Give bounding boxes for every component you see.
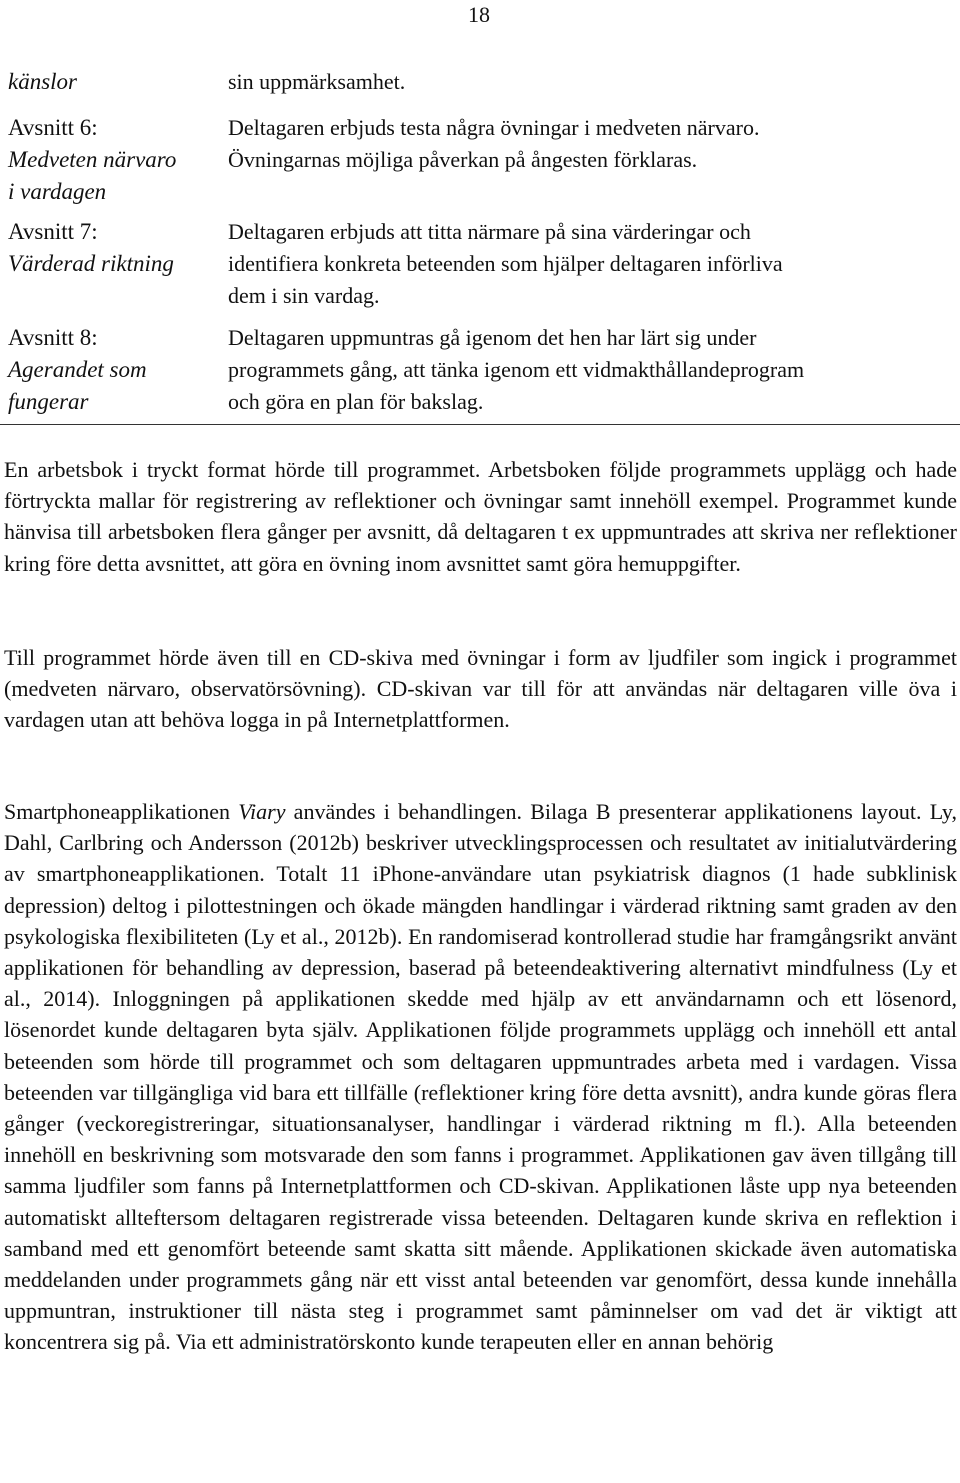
table-bottom-rule xyxy=(0,424,960,425)
description-line: identifiera konkreta beteenden som hjälper deltagaren införliva xyxy=(228,251,783,276)
episode-title-line: fungerar xyxy=(8,389,89,414)
description-line: programmets gång, att tänka igenom ett vidmakthållandeprogram xyxy=(228,357,805,382)
paragraph-workbook: En arbetsbok i tryckt format hörde till programmet. Arbetsboken följde programmets upplägg och hade förtryckta mallar för registrering av reflektioner och övningar samt innehöll exempel. Programmet kunde hänvisa till arbetsboken flera gånger per avsnitt, då deltagaren t ex uppmuntrades att skriva ner reflektioner kring före detta avsnittet, att göra en övning inom avsnittet samt göra hemuppgifter. xyxy=(4,457,957,576)
description-line: Övningarnas möjliga påverkan på ångesten förklaras. xyxy=(228,147,698,172)
paragraph-app-rest: användes i behandlingen. Bilaga B presenterar applikationens layout. Ly, Dahl, Carlbring och Andersson (2012b) beskriver utvecklingsprocessen och resultatet av initialutvärdering av smartphoneapplikationen. Totalt 11 iPhone-användare utan psykiatrisk diagnos (1 hade subklinisk depression) deltog i pilottestningen och ökade mängden handlingar i värderad riktning samt graden av den psykologiska flexibiliteten (Ly et al., 2012b). En randomiserad kontrollerad studie har framgångsrikt använt applikationen för behandling av depression, baserad på beteendeaktivering alternativt mindfulness (Ly et al., 2014). Inloggningen på applikationen skedde med hjälp av ett användarnamn och ett lösenord, lösenordet kunde deltagaren byta själv. Applikationen följde programmets upplägg och innehöll ett antal beteenden som hörde till programmet och som deltagaren uppmuntrades arbeta med i vardagen. Vissa beteenden var tillgängliga vid bara ett tillfälle (reflektioner kring före detta avsnitt), andra kunde göras flera gånger (veckoregistreringar, situationsanalyser, handlingar i värderad riktning m fl.). Alla beteenden innehöll en beskrivning som motsvarade den som fanns i programmet. Applikationen gav även tillgång till samma ljudfiler som fanns på Internetplattformen och CD-skivan. Applikationen låste upp nya beteenden automatiskt allteftersom deltagaren registrerade vissa beteenden. Deltagaren kunde skriva en reflektion i samband med ett genomfört beteende samt skatta sitt mående. Applikationen skickade även automatiska meddelanden under programmets gång när ett visst antal beteenden var genomfört, dessa kunde innehålla uppmuntran, instruktioner till nästa steg i programmet samt påminnelser om vad det är viktigt att koncentrera sig på. Via ett administratörskonto kunde terapeuten eller en annan behörig xyxy=(4,799,958,1355)
body-paragraph xyxy=(4,642,957,736)
description-line: Deltagaren erbjuds testa några övningar i medveten närvaro. xyxy=(228,115,760,140)
description-line: Deltagaren erbjuds att titta närmare på sina värderingar och xyxy=(228,219,751,244)
episode-title-line: Agerandet som xyxy=(8,357,147,382)
paragraph-cd: Till programmet hörde även till en CD-skiva med övningar i form av ljudfiler som ingick i programmet (medveten närvaro, observatörsövning). CD-skivan var till för att användas när deltagaren ville öva i vardagen utan att behöva logga in på Internetplattformen. xyxy=(4,645,957,733)
episode-number: Avsnitt 8: xyxy=(8,325,98,350)
table-cell-episode xyxy=(8,66,220,98)
table-cell-episode xyxy=(8,112,220,208)
table-cell-description xyxy=(228,216,956,312)
episode-number: Avsnitt 7: xyxy=(8,219,98,244)
paragraph-app xyxy=(4,796,957,1358)
episode-label-line: känslor xyxy=(8,69,77,94)
table-cell-episode xyxy=(8,322,220,418)
episode-title-line: Medveten närvaro xyxy=(8,147,177,172)
body-paragraph xyxy=(4,796,957,1358)
table-cell-episode xyxy=(8,216,220,280)
description-line: sin uppmärksamhet. xyxy=(228,69,406,94)
description-line: dem i sin vardag. xyxy=(228,283,380,308)
episode-title-line: i vardagen xyxy=(8,179,107,204)
app-name: Viary xyxy=(238,799,286,824)
episode-title-line: Värderad riktning xyxy=(8,251,174,276)
page-number: 18 xyxy=(468,2,490,27)
description-line: och göra en plan för bakslag. xyxy=(228,389,484,414)
table-cell-description xyxy=(228,66,956,98)
table-cell-description xyxy=(228,322,956,418)
paragraph-app-start: Smartphoneapplikationen xyxy=(4,799,239,824)
description-line: Deltagaren uppmuntras gå igenom det hen har lärt sig under xyxy=(228,325,757,350)
body-paragraph xyxy=(4,454,957,579)
episode-number: Avsnitt 6: xyxy=(8,115,98,140)
table-cell-description xyxy=(228,112,956,176)
